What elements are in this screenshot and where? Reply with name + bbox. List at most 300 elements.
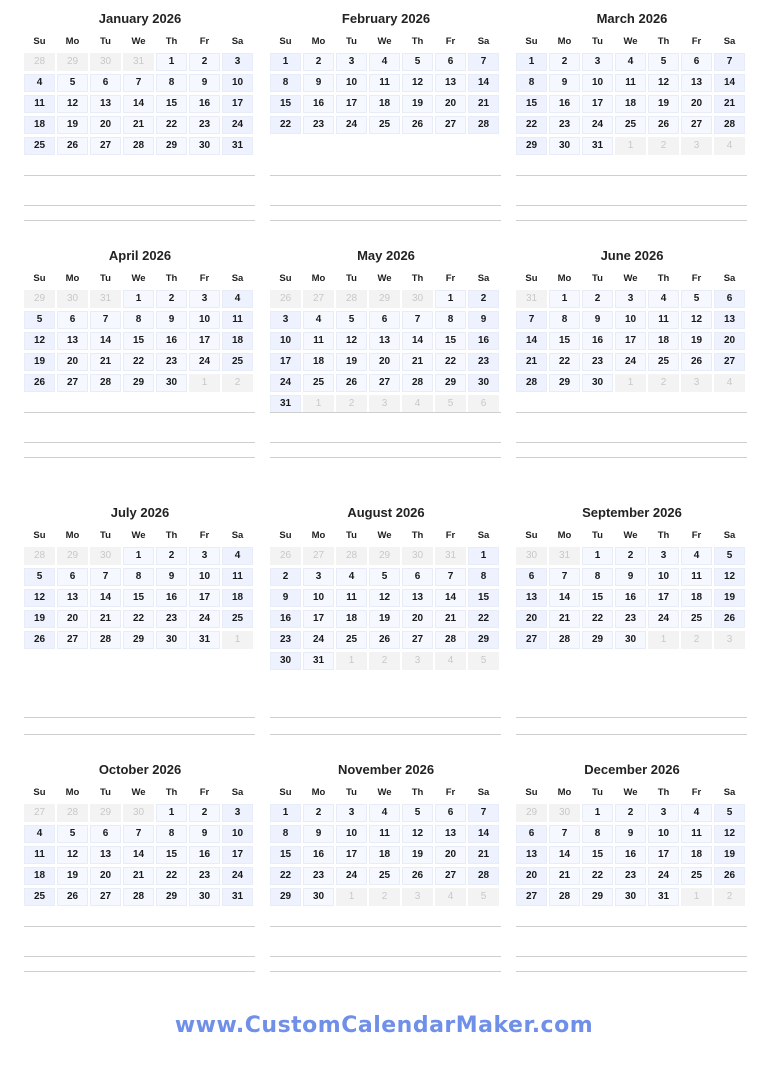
weekday-header: Th: [411, 530, 424, 541]
weekday-header: Su: [33, 36, 46, 47]
weekday-header: Fr: [199, 530, 210, 541]
day-cell: 3: [303, 568, 334, 586]
day-cell: 21: [123, 867, 154, 885]
adjacent-month-day: 1: [303, 395, 334, 413]
footer-website[interactable]: www.CustomCalendarMaker.com: [174, 1013, 594, 1038]
day-cell: 8: [156, 825, 187, 843]
adjacent-month-day: 27: [303, 290, 334, 308]
day-cell: 25: [681, 610, 712, 628]
day-cell: 27: [57, 631, 88, 649]
day-cell: 30: [615, 631, 646, 649]
day-cell: 24: [582, 116, 613, 134]
day-cell: 27: [90, 137, 121, 155]
adjacent-month-day: 2: [369, 888, 400, 906]
day-cell: 23: [468, 353, 499, 371]
day-cell: 15: [123, 589, 154, 607]
day-cell: 26: [24, 631, 55, 649]
day-cell: 2: [189, 804, 220, 822]
note-line: [270, 926, 501, 927]
weekday-header: We: [623, 787, 638, 798]
note-line: [516, 956, 747, 957]
weekday-header: Sa: [723, 273, 736, 284]
day-cell: 22: [468, 610, 499, 628]
day-cell: 13: [516, 846, 547, 864]
weekday-header: Th: [657, 273, 670, 284]
day-cell: 16: [303, 95, 334, 113]
weekday-header: Tu: [100, 530, 111, 541]
note-line: [516, 734, 747, 735]
day-cell: 2: [468, 290, 499, 308]
weekday-header: Sa: [477, 36, 490, 47]
day-cell: 8: [582, 568, 613, 586]
month-january: [24, 11, 256, 155]
day-cell: 16: [303, 846, 334, 864]
day-cell: 24: [303, 631, 334, 649]
day-cell: 3: [336, 53, 367, 71]
adjacent-month-day: 31: [549, 547, 580, 565]
day-cell: 8: [156, 74, 187, 92]
day-cell: 11: [222, 311, 253, 329]
day-cell: 20: [435, 846, 466, 864]
adjacent-month-day: 1: [681, 888, 712, 906]
day-cell: 26: [369, 631, 400, 649]
weekday-header: Fr: [445, 36, 456, 47]
weekday-header: Th: [657, 787, 670, 798]
day-cell: 7: [123, 825, 154, 843]
adjacent-month-day: 5: [435, 395, 466, 413]
day-cell: 23: [549, 116, 580, 134]
day-cell: 3: [222, 804, 253, 822]
day-cell: 3: [189, 547, 220, 565]
day-cell: 20: [90, 867, 121, 885]
day-cell: 19: [648, 95, 679, 113]
month-march: [516, 11, 748, 155]
day-cell: 4: [24, 825, 55, 843]
day-cell: 20: [57, 610, 88, 628]
weekday-header: We: [623, 530, 638, 541]
day-cell: 19: [714, 589, 745, 607]
weekday-header: We: [377, 787, 392, 798]
weekday-header: We: [131, 36, 146, 47]
month-title: November 2026: [337, 762, 435, 777]
day-cell: 13: [369, 332, 400, 350]
note-line: [270, 971, 501, 972]
adjacent-month-day: 29: [90, 804, 121, 822]
adjacent-month-day: 29: [57, 53, 88, 71]
note-line: [24, 971, 255, 972]
day-cell: 6: [57, 311, 88, 329]
day-cell: 26: [24, 374, 55, 392]
day-cell: 6: [57, 568, 88, 586]
day-cell: 8: [516, 74, 547, 92]
day-cell: 13: [681, 74, 712, 92]
day-cell: 12: [336, 332, 367, 350]
note-line: [270, 442, 501, 443]
day-cell: 27: [435, 116, 466, 134]
day-cell: 30: [582, 374, 613, 392]
day-cell: 19: [336, 353, 367, 371]
day-cell: 4: [222, 547, 253, 565]
day-cell: 7: [468, 53, 499, 71]
day-cell: 11: [681, 825, 712, 843]
day-cell: 13: [90, 846, 121, 864]
day-cell: 23: [303, 867, 334, 885]
day-cell: 23: [615, 867, 646, 885]
day-cell: 14: [90, 332, 121, 350]
day-cell: 16: [615, 846, 646, 864]
day-cell: 29: [549, 374, 580, 392]
day-cell: 23: [615, 610, 646, 628]
day-cell: 26: [57, 137, 88, 155]
day-cell: 12: [57, 846, 88, 864]
month-november: [270, 762, 502, 906]
day-cell: 30: [189, 888, 220, 906]
weekday-header: We: [623, 273, 638, 284]
day-cell: 18: [303, 353, 334, 371]
day-cell: 22: [549, 353, 580, 371]
note-line: [24, 734, 255, 735]
day-cell: 2: [303, 53, 334, 71]
day-cell: 23: [303, 116, 334, 134]
weekday-header: Sa: [231, 36, 244, 47]
day-cell: 1: [156, 53, 187, 71]
adjacent-month-day: 3: [681, 137, 712, 155]
day-cell: 24: [336, 867, 367, 885]
note-line: [516, 205, 747, 206]
day-cell: 4: [222, 290, 253, 308]
day-cell: 5: [369, 568, 400, 586]
day-cell: 31: [303, 652, 334, 670]
note-line: [24, 175, 255, 176]
day-cell: 31: [222, 137, 253, 155]
month-grid: [516, 273, 748, 392]
weekday-header: Tu: [346, 36, 357, 47]
month-grid: [270, 36, 502, 134]
day-cell: 18: [648, 332, 679, 350]
day-cell: 10: [648, 825, 679, 843]
day-cell: 16: [156, 332, 187, 350]
day-cell: 11: [369, 825, 400, 843]
month-grid: [516, 530, 748, 649]
day-cell: 7: [516, 311, 547, 329]
day-cell: 25: [336, 631, 367, 649]
note-line: [24, 956, 255, 957]
note-line: [24, 457, 255, 458]
day-cell: 4: [681, 804, 712, 822]
day-cell: 24: [189, 353, 220, 371]
weekday-header: Sa: [477, 530, 490, 541]
day-cell: 13: [90, 95, 121, 113]
weekday-header: Th: [411, 36, 424, 47]
day-cell: 17: [270, 353, 301, 371]
day-cell: 30: [615, 888, 646, 906]
weekday-header: Th: [165, 787, 178, 798]
adjacent-month-day: 30: [90, 53, 121, 71]
adjacent-month-day: 29: [369, 290, 400, 308]
day-cell: 5: [648, 53, 679, 71]
day-cell: 3: [270, 311, 301, 329]
month-july: [24, 505, 256, 649]
day-cell: 29: [270, 888, 301, 906]
day-cell: 27: [402, 631, 433, 649]
day-cell: 26: [336, 374, 367, 392]
day-cell: 20: [516, 867, 547, 885]
day-cell: 15: [156, 95, 187, 113]
day-cell: 21: [435, 610, 466, 628]
day-cell: 26: [57, 888, 88, 906]
month-grid: [24, 530, 256, 649]
day-cell: 25: [24, 137, 55, 155]
day-cell: 17: [222, 846, 253, 864]
day-cell: 3: [222, 53, 253, 71]
day-cell: 20: [714, 332, 745, 350]
day-cell: 14: [402, 332, 433, 350]
weekday-header: Fr: [445, 530, 456, 541]
day-cell: 18: [681, 846, 712, 864]
day-cell: 8: [549, 311, 580, 329]
month-title: February 2026: [341, 11, 431, 26]
day-cell: 11: [369, 74, 400, 92]
note-line: [24, 717, 255, 718]
day-cell: 30: [549, 137, 580, 155]
month-grid: [516, 787, 748, 906]
weekday-header: We: [131, 530, 146, 541]
weekday-header: Mo: [65, 273, 80, 284]
adjacent-month-day: 26: [270, 547, 301, 565]
adjacent-month-day: 28: [24, 547, 55, 565]
day-cell: 1: [435, 290, 466, 308]
day-cell: 6: [714, 290, 745, 308]
weekday-header: Su: [33, 787, 46, 798]
day-cell: 9: [468, 311, 499, 329]
day-cell: 1: [270, 53, 301, 71]
month-title: August 2026: [347, 505, 425, 520]
day-cell: 22: [123, 353, 154, 371]
day-cell: 12: [402, 825, 433, 843]
day-cell: 17: [336, 846, 367, 864]
day-cell: 28: [123, 137, 154, 155]
weekday-header: Tu: [346, 273, 357, 284]
day-cell: 21: [468, 846, 499, 864]
day-cell: 7: [468, 804, 499, 822]
note-line: [24, 926, 255, 927]
day-cell: 14: [468, 74, 499, 92]
day-cell: 10: [582, 74, 613, 92]
day-cell: 23: [189, 116, 220, 134]
day-cell: 2: [156, 290, 187, 308]
day-cell: 2: [189, 53, 220, 71]
day-cell: 9: [615, 825, 646, 843]
day-cell: 24: [648, 610, 679, 628]
weekday-header: Th: [165, 273, 178, 284]
day-cell: 21: [468, 95, 499, 113]
day-cell: 18: [369, 95, 400, 113]
day-cell: 12: [57, 95, 88, 113]
note-line: [516, 457, 747, 458]
month-title: September 2026: [582, 505, 682, 520]
note-line: [270, 717, 501, 718]
day-cell: 25: [24, 888, 55, 906]
weekday-header: Sa: [723, 787, 736, 798]
weekday-header: Su: [525, 530, 538, 541]
adjacent-month-day: 5: [468, 652, 499, 670]
day-cell: 5: [24, 311, 55, 329]
day-cell: 30: [156, 631, 187, 649]
adjacent-month-day: 2: [369, 652, 400, 670]
day-cell: 13: [57, 332, 88, 350]
adjacent-month-day: 3: [402, 888, 433, 906]
weekday-header: Fr: [691, 787, 702, 798]
day-cell: 20: [435, 95, 466, 113]
day-cell: 19: [24, 610, 55, 628]
month-grid: [24, 787, 256, 906]
day-cell: 27: [516, 888, 547, 906]
day-cell: 25: [681, 867, 712, 885]
day-cell: 13: [435, 825, 466, 843]
weekday-header: Th: [411, 273, 424, 284]
weekday-header: Mo: [557, 273, 572, 284]
note-line: [270, 734, 501, 735]
adjacent-month-day: 30: [549, 804, 580, 822]
weekday-header: Su: [279, 530, 292, 541]
day-cell: 7: [435, 568, 466, 586]
adjacent-month-day: 30: [402, 290, 433, 308]
month-grid: [24, 36, 256, 155]
day-cell: 16: [549, 95, 580, 113]
day-cell: 21: [123, 116, 154, 134]
day-cell: 24: [222, 867, 253, 885]
day-cell: 24: [336, 116, 367, 134]
day-cell: 10: [303, 589, 334, 607]
day-cell: 16: [615, 589, 646, 607]
day-cell: 27: [57, 374, 88, 392]
day-cell: 24: [648, 867, 679, 885]
weekday-header: Mo: [557, 36, 572, 47]
day-cell: 1: [270, 804, 301, 822]
day-cell: 6: [681, 53, 712, 71]
day-cell: 24: [615, 353, 646, 371]
day-cell: 25: [648, 353, 679, 371]
day-cell: 18: [24, 867, 55, 885]
day-cell: 17: [189, 589, 220, 607]
adjacent-month-day: 31: [90, 290, 121, 308]
month-grid: [270, 273, 502, 413]
day-cell: 22: [582, 610, 613, 628]
day-cell: 19: [57, 867, 88, 885]
note-line: [24, 412, 255, 413]
adjacent-month-day: 29: [24, 290, 55, 308]
day-cell: 6: [369, 311, 400, 329]
day-cell: 31: [648, 888, 679, 906]
day-cell: 2: [582, 290, 613, 308]
day-cell: 11: [336, 589, 367, 607]
day-cell: 2: [303, 804, 334, 822]
adjacent-month-day: 31: [516, 290, 547, 308]
day-cell: 21: [549, 867, 580, 885]
day-cell: 29: [435, 374, 466, 392]
day-cell: 6: [90, 825, 121, 843]
day-cell: 5: [24, 568, 55, 586]
day-cell: 7: [90, 568, 121, 586]
day-cell: 3: [648, 547, 679, 565]
day-cell: 16: [582, 332, 613, 350]
day-cell: 9: [303, 825, 334, 843]
month-april: [24, 248, 256, 392]
day-cell: 10: [648, 568, 679, 586]
day-cell: 22: [156, 867, 187, 885]
day-cell: 8: [582, 825, 613, 843]
weekday-header: Mo: [557, 530, 572, 541]
day-cell: 31: [222, 888, 253, 906]
day-cell: 16: [189, 846, 220, 864]
day-cell: 28: [123, 888, 154, 906]
day-cell: 6: [516, 568, 547, 586]
day-cell: 15: [516, 95, 547, 113]
day-cell: 26: [714, 867, 745, 885]
day-cell: 12: [648, 74, 679, 92]
adjacent-month-day: 31: [123, 53, 154, 71]
day-cell: 9: [582, 311, 613, 329]
day-cell: 4: [369, 53, 400, 71]
day-cell: 9: [189, 825, 220, 843]
weekday-header: Su: [33, 273, 46, 284]
weekday-header: Mo: [311, 787, 326, 798]
weekday-header: Tu: [592, 530, 603, 541]
weekday-header: Mo: [311, 36, 326, 47]
weekday-header: Mo: [65, 36, 80, 47]
day-cell: 13: [57, 589, 88, 607]
day-cell: 24: [222, 116, 253, 134]
day-cell: 1: [582, 804, 613, 822]
adjacent-month-day: 1: [189, 374, 220, 392]
day-cell: 22: [435, 353, 466, 371]
day-cell: 17: [189, 332, 220, 350]
day-cell: 3: [189, 290, 220, 308]
day-cell: 26: [402, 116, 433, 134]
day-cell: 9: [270, 589, 301, 607]
day-cell: 28: [516, 374, 547, 392]
day-cell: 2: [615, 547, 646, 565]
day-cell: 18: [369, 846, 400, 864]
month-title: March 2026: [596, 11, 668, 26]
adjacent-month-day: 1: [615, 137, 646, 155]
month-title: June 2026: [600, 248, 664, 263]
day-cell: 27: [516, 631, 547, 649]
weekday-header: Fr: [445, 787, 456, 798]
day-cell: 19: [714, 846, 745, 864]
day-cell: 17: [648, 589, 679, 607]
day-cell: 21: [549, 610, 580, 628]
day-cell: 10: [336, 74, 367, 92]
day-cell: 23: [156, 610, 187, 628]
day-cell: 2: [270, 568, 301, 586]
day-cell: 1: [123, 547, 154, 565]
day-cell: 31: [270, 395, 301, 413]
weekday-header: Tu: [592, 36, 603, 47]
day-cell: 27: [90, 888, 121, 906]
adjacent-month-day: 2: [714, 888, 745, 906]
day-cell: 10: [336, 825, 367, 843]
adjacent-month-day: 29: [516, 804, 547, 822]
weekday-header: Th: [165, 530, 178, 541]
day-cell: 19: [402, 95, 433, 113]
day-cell: 5: [402, 804, 433, 822]
adjacent-month-day: 28: [24, 53, 55, 71]
day-cell: 28: [549, 631, 580, 649]
day-cell: 21: [714, 95, 745, 113]
day-cell: 5: [57, 74, 88, 92]
weekday-header: Th: [657, 530, 670, 541]
